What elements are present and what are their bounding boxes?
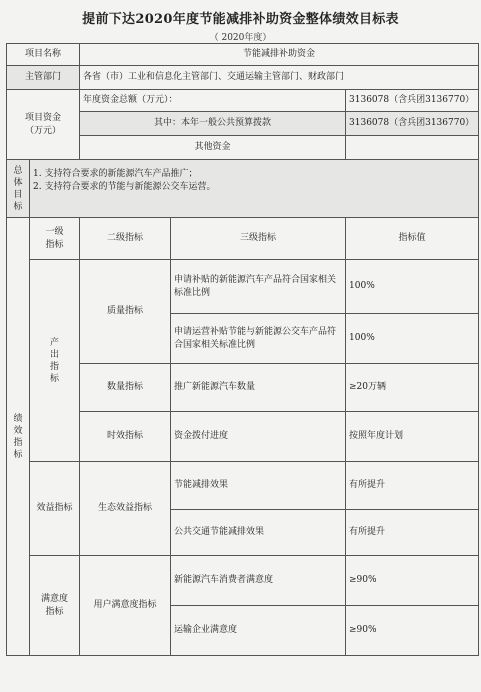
header-level1 — [30, 218, 80, 260]
quality-indicator-2-value: 100% — [346, 314, 479, 364]
satisfaction-indicator-label — [30, 556, 80, 656]
quantity-indicator-label: 数量指标 — [80, 364, 171, 412]
performance-char-1: 绩 — [13, 413, 23, 424]
satisfaction-indicator-2-value: ≥90% — [346, 606, 479, 656]
performance-char-3: 指 — [13, 437, 23, 448]
funds-other-label: 其他资金 — [80, 136, 346, 160]
quality-indicator-2-name: 申请运营补贴节能与新能源公交车产品符合国家相关标准比例 — [171, 314, 346, 364]
time-indicator-label: 时效指标 — [80, 412, 171, 462]
overall-goal-line-2: 2. 支持符合要求的节能与新能源公交车运营。 — [33, 182, 216, 192]
performance-char-2: 效 — [13, 425, 23, 436]
dept-label: 主管部门 — [7, 66, 80, 90]
document-subtitle: （ 2020年度） — [209, 33, 272, 43]
user-satisfaction-indicator-label: 用户满意度指标 — [80, 556, 171, 656]
funds-label — [7, 90, 80, 160]
document-title: 提前下达2020年度节能减排补助资金整体绩效目标表 — [82, 12, 399, 27]
funds-label-line-2: （万元） — [25, 125, 62, 136]
header-level1-line-2: 指标 — [45, 239, 64, 250]
overall-goal-line-1: 1. 支持符合要求的新能源汽车产品推广； — [33, 169, 198, 179]
funds-total-value: 3136078（含兵团3136770） — [346, 90, 479, 112]
overall-goal-char-3: 目 — [13, 189, 23, 200]
eco-benefit-indicator-label: 生态效益指标 — [80, 462, 171, 556]
overall-goal-char-2: 体 — [13, 177, 23, 188]
satisfaction-label-line-1: 满意度 — [41, 593, 69, 604]
eco-indicator-1-value: 有所提升 — [346, 462, 479, 510]
satisfaction-indicator-2-name: 运输企业满意度 — [171, 606, 346, 656]
funds-label-line-1: 项目资金 — [25, 112, 62, 123]
quantity-indicator-1-name: 推广新能源汽车数量 — [171, 364, 346, 412]
funds-budget-value: 3136078（含兵团3136770） — [346, 112, 479, 136]
overall-goal-char-1: 总 — [13, 165, 23, 176]
quality-indicator-1-value: 100% — [346, 260, 479, 314]
performance-table — [6, 43, 479, 656]
performance-char-4: 标 — [13, 449, 23, 460]
funds-other-value — [346, 136, 479, 160]
header-level3: 三级指标 — [171, 218, 346, 260]
satisfaction-indicator-1-value: ≥90% — [346, 556, 479, 606]
output-char-4: 标 — [50, 373, 60, 384]
header-value: 指标值 — [346, 218, 479, 260]
output-char-1: 产 — [50, 337, 60, 348]
satisfaction-indicator-1-name: 新能源汽车消费者满意度 — [171, 556, 346, 606]
header-level1-line-1: 一级 — [45, 226, 64, 237]
quality-indicator-1-name: 申请补贴的新能源汽车产品符合国家相关标准比例 — [171, 260, 346, 314]
quality-indicator-label: 质量指标 — [80, 260, 171, 364]
eco-indicator-2-name: 公共交通节能减排效果 — [171, 510, 346, 556]
output-char-3: 指 — [50, 361, 60, 372]
output-char-2: 出 — [50, 349, 60, 360]
satisfaction-label-line-2: 指标 — [45, 606, 64, 617]
funds-budget-label: 其中：本年一般公共预算拨款 — [80, 112, 346, 136]
overall-goal-label — [7, 160, 30, 218]
time-indicator-1-name: 资金拨付进度 — [171, 412, 346, 462]
time-indicator-1-value: 按照年度计划 — [346, 412, 479, 462]
header-level2: 二级指标 — [80, 218, 171, 260]
overall-goal-text — [30, 160, 479, 218]
project-name-value: 节能减排补助资金 — [80, 44, 479, 66]
quantity-indicator-1-value: ≥20万辆 — [346, 364, 479, 412]
dept-value: 各省（市）工业和信息化主管部门、交通运输主管部门、财政部门 — [80, 66, 479, 90]
benefit-indicator-label: 效益指标 — [30, 462, 80, 556]
performance-indicator-label — [7, 218, 30, 656]
overall-goal-char-4: 标 — [13, 201, 23, 212]
eco-indicator-2-value: 有所提升 — [346, 510, 479, 556]
project-name-label: 项目名称 — [7, 44, 80, 66]
output-indicator-label — [30, 260, 80, 462]
funds-total-label: 年度资金总额（万元）： — [80, 90, 346, 112]
eco-indicator-1-name: 节能减排效果 — [171, 462, 346, 510]
